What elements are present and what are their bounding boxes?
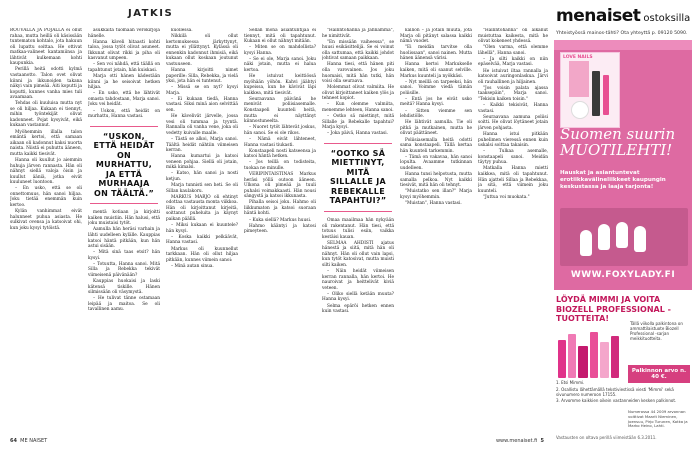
article-paragraph: – Minä autan sinua. — [171, 263, 214, 269]
article-paragraph: Hanna kumartui ja katsoi veneen pohjaa. Siellä oli jotain, mikä kimalsi. — [166, 154, 238, 171]
previous-winners: Numerossa 44 2009 arvonnan voittivat Maarit Nieminen, Joensuu, Pirjo Turunen, Kotka ja Marko Heino, Lahti. — [628, 409, 688, 429]
ad-product-image — [560, 52, 620, 128]
article-paragraph: Markus oli kuunnellut tarkkaan. Hän oli ollut hiljaa pitkään, kunnes viimein sanoi: — [166, 246, 238, 263]
page-footer — [10, 438, 544, 444]
ad-top-bar — [554, 40, 692, 50]
article-paragraph: Seuraavana aamuna poliisi soitti. He olivat löytäneet jotain järven pohjasta. — [478, 114, 548, 131]
pull-quote-text: “USKON, ETTÄ HEIDÄT ON MURHATTU, JA ETTÄ MURHAAJA ON TÄÄLTÄ.” — [93, 131, 155, 198]
ad-hand-image — [560, 208, 688, 266]
article-paragraph: He istuivat keittiössä myöhään yöhön. Kahvi jäähtyi kupeissa, kun he kävivät läpi kaikkea, mitä tiesivät. — [244, 74, 316, 96]
article-paragraph: Myöhemmin illalla talon emäntä kertoi, että samaan aikaan oli kadonnut kaksi nuorta naista. Niistä ei puhuttu ääneen, mutta kaikki tiesivät. — [10, 129, 82, 157]
article-paragraph: Sellan mona asiantuntijaa ei tiennyt, mitä oli tapahtunut. Kukaan ei ollut nähnyt mitään. — [244, 28, 316, 45]
page-number: 64 — [10, 438, 17, 444]
footer-right — [496, 438, 544, 444]
article-paragraph: – Ei kukaan tiedä, Hanna vastasi. Siksi minä aion selvittää sen. — [166, 96, 238, 114]
bottle-icon — [590, 332, 598, 378]
magazine-url[interactable]: www.menaiset.fi — [495, 438, 538, 444]
article-paragraph: – Ootko sä miettinyt, mitä Sillalle ja Rebekalle tapahtui? Marja kysyi. — [322, 114, 394, 131]
article-paragraph: – Miksi kukaan ei kuuntele? hän kysyi. — [166, 223, 238, 234]
article-paragraph: MARKUS MARJO oli ehtinyt odottaa vastausta monta viikkoa. Hän oli kirjoittanut kirjeitä, soittanut puheluita ja käynyt paikan päällä. — [166, 194, 238, 222]
logo-sub: ostoksilla — [643, 13, 691, 24]
article-paragraph: – Katso, hän sanoi ja nosti ketjun. — [166, 171, 238, 182]
product-box-icon — [569, 61, 589, 97]
pull-quote — [90, 126, 158, 205]
magazine-name: ME NAISET — [20, 438, 48, 444]
footer-left — [10, 438, 47, 444]
article-paragraph: – En usko, että se oli onnettomuus, hän sanoi hiljaa. Joku tietää enemmän kuin kertoo. — [10, 186, 82, 208]
article-paragraph: kallion – ja jotain muuta, jota Marja oli pitänyt salassa kaikki nämä vuodet. — [400, 28, 472, 45]
article-paragraph: kuollessa. — [171, 28, 193, 33]
prize-description: Tällä viikolla palkintona on ammattilaistuote Biozell Professional -sarjan meikkituotteita. — [630, 321, 683, 341]
article-paragraph: mentä kotiaan ja kirjoitti kaiken muistiin. Hän halusi, että joku muistaisi tytöt. — [88, 210, 160, 227]
article-paragraph: SELMAA AHDISTI ajatus hänestä ja siitä, mitä hän oli nähnyt. Hän oli ollut vain lapsi, kun tytöt katosivat, mutta muisti silti kaiken. — [322, 240, 394, 268]
logo-main: menaiset — [556, 6, 641, 26]
article-paragraph: – Totuutta, Hanna sanoi. Mitä Silla ja Rebekka tekivät viimeisenä päivänään? — [88, 261, 160, 279]
article-paragraph: Pihalla seisoi joku. Hahmo oli liikkumaton ja katsoi suoraan häntä kohti. — [244, 200, 316, 217]
article-column-1 — [10, 28, 82, 434]
article-paragraph: He istuivat iltaa rannalla ja katsoivat auringonlaskua. Järvi oli rauhallinen ja hiljainen. — [478, 68, 548, 85]
article-paragraph: "Hallintohanna" oli alkanut muistuttaa kaikesta, mitä he olivat kokeneet yhdessä. — [478, 28, 548, 45]
article-paragraph: – Jos teillä on todisteita, tuokaa ne minulle. — [244, 160, 316, 171]
article-paragraph: He lähtivät aamulla. Tie oli pitkä ja mutkainen, mutta he olivat päättäneet. — [400, 120, 472, 137]
ad-subtext: Hauskat ja asiantuntevat erotiikkavälineliikkeet kaupungin keskustassa ja laaja tarjonta! — [560, 170, 666, 190]
article-paragraph: Hanna kirjoitti nimet paperille: Silla, Rebekka, ja vielä yksi, jota hän ei tuntenut. — [166, 68, 238, 85]
article-paragraph: – En usko, että he lähtivät omasta tahdostaan, Marja sanoi. Joku vei heidät. — [88, 91, 160, 108]
article-paragraph: Hanna oli kuullut jo aiemmin huhuja järven rannasta. Hän oli nähnyt siellä valoja öisin ja kuullut ääniä, jotka eivät kuuluneet luontoon. — [10, 157, 82, 186]
article-paragraph: – Nuoret tytöt lähtevät joskus, hän sanoi. Se ei ole rikos. — [244, 125, 316, 136]
article-paragraph: Hanna tunsi helpotusta, mutta samalla pelkoa. Nyt kaikki tiesivät, mitä hän oli tehnyt. — [400, 172, 472, 189]
article-paragraph: – Oliko siellä ketään muuta? Hanna kysyi. — [322, 291, 394, 303]
article-paragraph: Hahmo kääntyi ja katosi pimeyteen. — [244, 223, 316, 235]
article-paragraph: – Nyt meillä on tarpeeksi, hän sanoi. Voimme viedä tämän poliisille. — [400, 79, 472, 96]
ad-product-label: LOVE NAILS — [563, 55, 593, 60]
article-column-2 — [88, 28, 160, 434]
prize-products-image — [556, 318, 626, 378]
article-paragraph: Perillä heitä odotti kylmä vastaanotto. Talon ovet olivat kiinni ja ikkunoiden takana näkyi vain pimeää. Äiti koputti ja koputti, kunnes vanha mies tuli avaamaan. — [10, 67, 82, 101]
article-paragraph: – Miten se on mahdollista? kysyi Hanna. — [244, 45, 316, 56]
bottle-icon — [578, 346, 588, 378]
nail-icon — [598, 224, 610, 250]
article-paragraph: Hanna istui pitkään puhelimen vieressä ennen kuin uskalsi soittaa takaisin. — [478, 132, 548, 149]
contest-deadline: Vastausten on oltava perillä viimeistään 6.3.2011. — [556, 435, 657, 440]
instruction-item: 2. Osallistu lähettämällä tekstiviestissä viesti 'Mimmi' sekä sivunumero numeroon 17155. — [556, 386, 674, 397]
ad-headline: Suomen suurin MUOTILEHTI! — [560, 125, 676, 159]
article-paragraph: Omaa maailmaa hän nykyään oli rakentanut. Hän tiesi, että totuus tulisi esiin, vaikka kestäisi kauan. — [322, 217, 394, 240]
product-jar-icon — [571, 101, 589, 119]
article-paragraph: "Juttua voi muokata." — [483, 194, 530, 200]
article-paragraph: ROUVALLA JA POJALLA ei ollut rahaa, mutta heillä oli käsissään tuntematon kohtalo, jota hakuun oli lupattu soittaa. He ottivat matkaa-valineet kantamiinsa ja lähtivät kulkemaan kohti kaupunkia. — [10, 28, 82, 67]
article-paragraph: – Missä se on nyt? kysyi Marja. — [166, 85, 238, 96]
article-column-6 — [400, 28, 472, 434]
article-paragraph: Kylän vanhimmat eivät halunneet puhua asiasta. He sulkivat ovensa ja katsoivat ohi, kun joku kysyi tytöistä. — [10, 209, 82, 231]
article-paragraph: – Kun olemme valmiita, menemme lehteen, Hanna sanoi. — [322, 102, 394, 114]
nail-icon — [634, 226, 646, 252]
section-title: JATKIS — [128, 8, 174, 19]
article-paragraph: "Hallintohanna ja Jahnamma", he nimittivät. — [322, 28, 394, 39]
product-tube-icon — [592, 71, 600, 116]
page-number-2: 5 — [540, 438, 544, 444]
contest-instructions — [556, 380, 692, 405]
nail-icon — [580, 230, 592, 256]
article-paragraph: – Nämä eivät lähteneet, Hanna vastasi tiukasti. — [244, 136, 316, 148]
ad-url[interactable]: WWW.FOXYLADY.FI — [570, 270, 676, 280]
article-paragraph: – Sen voi nähdä, että täällä on tapahtunut jotain, hän kuiskasi. — [88, 62, 160, 74]
article-column-4 — [244, 28, 316, 434]
instruction-item: 1. Etsi Mimmi. — [556, 380, 585, 385]
article-paragraph: Nikkilä oli ollut kertomuksessa järkyttynyt, mutta ei yllättynyt. Kylässä oli ennenkin kadonnut ihmisiä, eikä kukaan ollut koskaan joutunut vastuuseen. — [166, 34, 238, 67]
article-paragraph: – Mitä sinä taas etsit? hän kysyi. — [88, 250, 160, 261]
article-paragraph: – Tulkaa asemalle, konstaapeli sanoi. Meidän täytyy puhua. — [478, 149, 548, 166]
bottle-icon — [611, 336, 619, 378]
article-paragraph: Matkalla Hanna mietti kaikkea, mitä oli tapahtunut. Hän ajatteli Sillaa ja Rebekkaa, ja sitä, että viimein joku kuunteli. — [478, 166, 548, 194]
article-paragraph: – Entä jos he eivät usko meitä? Hanna kysyi. — [400, 96, 472, 108]
article-paragraph: Hanna tiesi, että hänen piti olla varovainen. Jos joku huomaisi, mitä hän tutki, hän voisi olla seuraava. — [322, 62, 394, 85]
article-paragraph: – Näin heidät viimeisen kerran rannalla, hän kertoi. He nauroivat ja heittelivät kiviä veteen. — [322, 269, 394, 291]
nail-icon — [616, 222, 628, 248]
sidebar-logo — [556, 6, 690, 26]
article-paragraph: – Koska kaikki pelkäävät, Hanna vastasi. — [166, 234, 238, 246]
article-paragraph: Marja otti hänen kädestään kiinni ja he seisoivat hetken hiljaa. — [88, 74, 160, 91]
article-paragraph: Hanna kertoi Markukselle kaiken, mitä oli saanut selville. Markus kuunteli ja nyökkäsi. — [400, 62, 472, 79]
article-paragraph: Molemmat olivat valmiita. He olivat kirjoittaneet kaiken ylös ja tehneet kopiot. — [322, 85, 394, 102]
article-paragraph: Kauppias huokaisi ja laski kätensä tiskille. Hänen silmissään oli väsymystä. — [88, 279, 160, 296]
shopping-sidebar — [550, 0, 696, 450]
contest-title: LÖYDÄ MIMMI JA VOITA BIOZELL PROFESSIONAL -TUOTTEITA! — [556, 295, 671, 323]
article-paragraph: "Jos voisin palata ajassa taaksepäin", Marja sanoi. "Tekisin kaiken toisin." — [478, 85, 548, 102]
article-column-7 — [478, 28, 548, 434]
article-paragraph: – Sitten viemme sen lehdistölle. — [400, 108, 472, 120]
pull-quote-2 — [324, 143, 392, 212]
article-paragraph: – He tulivat tänne ostamaan leipää ja maitoa. Se oli tavallinen aamu. — [88, 296, 160, 313]
foxylady-advertisement[interactable] — [554, 40, 692, 290]
article-paragraph: asukkaita tuomaan verokirjoja hänelle. — [88, 28, 160, 39]
instruction-item: 3. Arvomme kaikkien oikein vastanneiden kesken palkinnot. — [556, 398, 677, 403]
article-paragraph: "En missään vaiheessa", se huusi esikäsittelijä. Se ei voinut olla sattumaa, että kaikki johdot johtivat samaan paikkaan. — [322, 39, 394, 62]
article-paragraph: "Muistan", Hanna vastasi. — [405, 200, 462, 206]
article-paragraph: – Tästä se alkoi, Marja sanoi. Täältä heidät nähtiin viimeisen kerran. — [166, 136, 238, 154]
article-paragraph: Konstaapeli nosti katseensa ja katsoi häntä hetken. — [244, 148, 316, 160]
article-paragraph: Marja tunnisti sen heti. Se oli Sillan kaulakoru. — [166, 183, 238, 194]
article-paragraph: "Muistatko sen illan?" Marja kysyi myöhemmin. — [400, 189, 472, 200]
article-paragraph: Tehdas oli kuuluisa mutta nyt se oli hiljaa. Kukaan ei tiennyt, mihin työntekijät olivat kadonneet. Pojat kysyivät, eikä kukaan vastannut. — [10, 101, 82, 129]
bottle-icon — [600, 342, 609, 378]
article-paragraph: Hanna käveli hitaasti kohti taloa, jossa tytöt olivat asuneet. Ikkunat olivat rikki ja piha oli kasvanut umpeen. — [88, 39, 160, 62]
sidebar-tagline: Yhteistyössä mainos-tähti? Ota yhteyttä p. 09120 5090. — [556, 31, 688, 36]
article-paragraph: – Ja silti kaikki on niin epäselvää, Marja vastasi. — [478, 56, 548, 68]
article-paragraph: "Olen varma, että olemme lähellä", Hanna sanoi. — [478, 45, 548, 56]
article-paragraph: – Uskon, että heidät on murhattu, Hanna vastasi. — [88, 108, 160, 120]
article-paragraph: "Ei meidän tarvitse olla huolissaan", sanoi nainen. Mutta hänen äänensä värisi. — [400, 45, 472, 62]
article-paragraph: – Kuka siellä? Markus huusi. — [249, 217, 312, 223]
article-column-3 — [166, 28, 238, 434]
article-paragraph: – Tämä on vakavaa, hän sanoi lopulta. Avaamme tutkinnan uudelleen. — [400, 154, 472, 171]
pull-quote-2-text: “OOTKO SÄ MIETTINYT, MITÄ SILLALLE JA REBEKALLE TAPAHTUI?” — [329, 148, 387, 206]
product-tube-pink-icon — [603, 75, 609, 115]
article-paragraph: Poliisiasemalla heitä odotti sama konstaapeli. Tällä kertaa hän kuunteli tarkemmin. — [400, 137, 472, 154]
bottle-icon — [558, 340, 566, 378]
article-paragraph: VERIPINTAISTINAS Markus heräsi yöllä outoon ääneen. Ulkona oli pimeää ja tuuli puhalsi voimakkaasti. Hän nousi sängystä ja katsoi ikkunasta. — [244, 172, 316, 200]
article-paragraph: – Se ei ole, Marja sanoi. Joku näki jotain, mutta ei halua kertoa. — [244, 56, 316, 74]
article-paragraph: Aamulla hän heräsi varhain ja lähti uudelleen kylälle. Kauppias katsoi häntä pitkään, kun hän astui sisään. — [88, 227, 160, 250]
prize-value: Palkinnon arvo n. 40 €. — [628, 365, 690, 383]
bottle-icon — [568, 334, 576, 378]
article-paragraph: Seuraavana päivänä he menivät poliisiasemalle. Konstaapeli kuunteli heitä, mutta ei näyttänyt kiinnostuneelta. — [244, 96, 316, 125]
article-paragraph: – Kaikki tekisivät, Hanna vastasi. — [478, 103, 548, 114]
article-paragraph: Selma epäröi hetken ennen kuin vastasi. — [322, 303, 394, 315]
article-column-5 — [322, 28, 394, 434]
article-paragraph: – Joka päivä, Hanna vastasi. — [327, 131, 388, 137]
article-paragraph: He kävelivät järvelle, jossa vesi oli tummaa ja tyyntä. Rannalla oli vanha vene, joka oli vedetty kuivalle maalle. — [166, 114, 238, 136]
